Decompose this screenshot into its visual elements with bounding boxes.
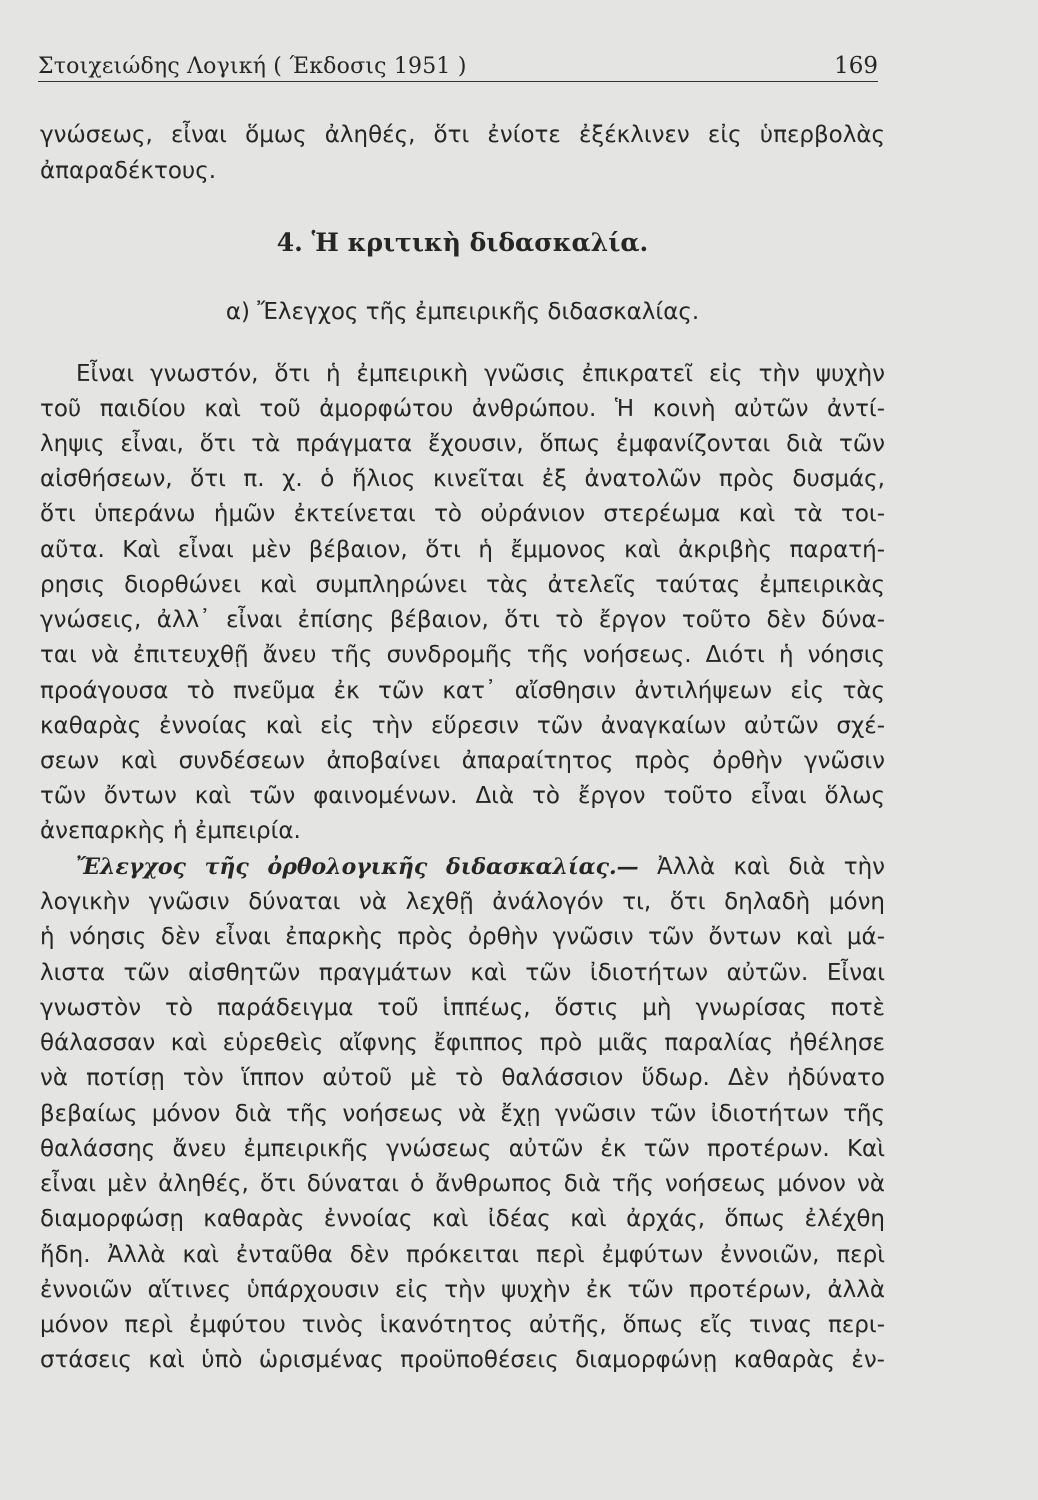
text-line: Εἶναι γνωστόν, ὅτι ἡ ἐμπειρικὴ γνῶσις ἐπικρατεῖ εἰς τὴν ψυχὴν: [76, 361, 885, 387]
page-number: 169: [834, 53, 878, 79]
text-line: στάσεις καὶ ὑπὸ ὡρισμένας προϋποθέσεις διαμορφώνῃ καθαρὰς ἐν-: [40, 1347, 885, 1373]
text-line: τῶν ὄντων καὶ τῶν φαινομένων. Διὰ τὸ ἔργον τοῦτο εἶναι ὅλως: [40, 783, 885, 809]
text-line: γνώσεως, εἶναι ὅμως ἀληθές, ὅτι ἐνίοτε ἐξέκλινεν εἰς ὑπερβολὰς: [40, 122, 885, 148]
text-line: αῦτα. Καὶ εἶναι μὲν βέβαιον, ὅτι ἡ ἔμμονος καὶ ἀκριβὴς παρατή-: [40, 537, 885, 563]
text-line: καθαρὰς ἐννοίας καὶ εἰς τὴν εὕρεσιν τῶν ἀναγκαίων αὐτῶν σχέ-: [40, 713, 885, 739]
text-line: αἰσθήσεων, ὅτι π. χ. ὁ ἥλιος κινεῖται ἐξ ἀνατολῶν πρὸς δυσμάς,: [40, 466, 885, 492]
text-line: θάλασσαν καὶ εὑρεθεὶς αἴφνης ἔφιππος πρὸ μιᾶς παραλίας ἠθέλησε: [40, 1030, 885, 1056]
text-line: σεων καὶ συνδέσεων ἀποβαίνει ἀπαραίτητος πρὸς ὀρθὴν γνῶσιν: [40, 748, 885, 774]
run-in-heading: Ἔλεγχος τῆς ὀρθολογικῆς διδασκαλίας.—: [76, 854, 639, 880]
text-line: τοῦ παιδίου καὶ τοῦ ἀμορφώτου ἀνθρώπου. Ἡ κοινὴ αὐτῶν ἀντί-: [40, 396, 885, 422]
text-line: γνώσεις, ἀλλ᾽ εἶναι ἐπίσης βέβαιον, ὅτι τὸ ἔργον τοῦτο δὲν δύνα-: [40, 607, 885, 633]
text-line: λογικὴν γνῶσιν δύναται νὰ λεχθῇ ἀνάλογόν τι, ὅτι δηλαδὴ μόνη: [40, 889, 885, 915]
text-line: ἤδη. Ἀλλὰ καὶ ἐνταῦθα δὲν πρόκειται περὶ ἐμφύτων ἐννοιῶν, περὶ: [40, 1242, 885, 1268]
text-line: ληψις εἶναι, ὅτι τὰ πράγματα ἔχουσιν, ὅπως ἐμφανίζονται διὰ τῶν: [40, 431, 885, 457]
text-line: μόνον περὶ ἐμφύτου τινὸς ἱκανότητος αὐτῆς, ὅπως εἴς τινας περι-: [40, 1312, 885, 1338]
text-line: ὅτι ὑπεράνω ἡμῶν ἐκτείνεται τὸ οὐράνιον στερέωμα καὶ τὰ τοι-: [40, 501, 885, 527]
text-line: ἀπαραδέκτους.: [40, 158, 217, 184]
text-line: βεβαίως μόνον διὰ τῆς νοήσεως νὰ ἔχῃ γνῶσιν τῶν ἰδιοτήτων τῆς: [40, 1101, 885, 1127]
text-line: εἶναι μὲν ἀληθές, ὅτι δύναται ὁ ἄνθρωπος διὰ τῆς νοήσεως μόνον νὰ: [40, 1171, 885, 1197]
text-line: διαμορφώσῃ καθαρὰς ἐννοίας καὶ ἰδέας καὶ ἀρχάς, ὅπως ἐλέχθη: [40, 1206, 885, 1232]
text-line: προάγουσα τὸ πνεῦμα ἐκ τῶν κατ᾽ αἴσθησιν ἀντιλήψεων εἰς τὰς: [40, 678, 885, 704]
text-line: ται νὰ ἐπιτευχθῇ ἄνευ τῆς συνδρομῆς τῆς νοήσεως. Διότι ἡ νόησις: [40, 642, 885, 668]
header-rule: [38, 81, 878, 82]
text-span: Ἀλλὰ καὶ διὰ τὴν: [657, 854, 885, 880]
text-line: ρησις διορθώνει καὶ συμπληρώνει τὰς ἀτελεῖς ταύτας ἐμπειρικὰς: [40, 572, 885, 598]
text-line: ἐννοιῶν αἵτινες ὑπάρχουσιν εἰς τὴν ψυχὴν ἐκ τῶν προτέρων, ἀλλὰ: [40, 1277, 885, 1303]
paragraph-first-line: [76, 852, 885, 882]
running-header: [38, 52, 878, 82]
text-line: γνωστὸν τὸ παράδειγμα τοῦ ἱππέως, ὅστις μὴ γνωρίσας ποτὲ: [40, 995, 885, 1021]
text-line: νὰ ποτίσῃ τὸν ἵππον αὐτοῦ μὲ τὸ θαλάσσιον ὕδωρ. Δὲν ἠδύνατο: [40, 1065, 885, 1091]
text-line: λιστα τῶν αἰσθητῶν πραγμάτων καὶ τῶν ἰδιοτήτων αὐτῶν. Εἶναι: [40, 960, 885, 986]
subsection-heading: α) Ἔλεγχος τῆς ἐμπειρικῆς διδασκαλίας.: [225, 299, 700, 325]
text-line: ἀνεπαρκὴς ἡ ἐμπειρία.: [40, 818, 301, 844]
section-heading: 4. Ἡ κριτικὴ διδασκαλία.: [276, 228, 649, 257]
running-header-title: Στοιχειώδης Λογική ( Έκδοσις 1951 ): [38, 54, 467, 79]
text-line: θαλάσσης ἄνευ ἐμπειρικῆς γνώσεως αὐτῶν ἐκ τῶν προτέρων. Καὶ: [40, 1136, 885, 1162]
text-line: ἡ νόησις δὲν εἶναι ἐπαρκὴς πρὸς ὀρθὴν γνῶσιν τῶν ὄντων καὶ μά-: [40, 924, 885, 950]
